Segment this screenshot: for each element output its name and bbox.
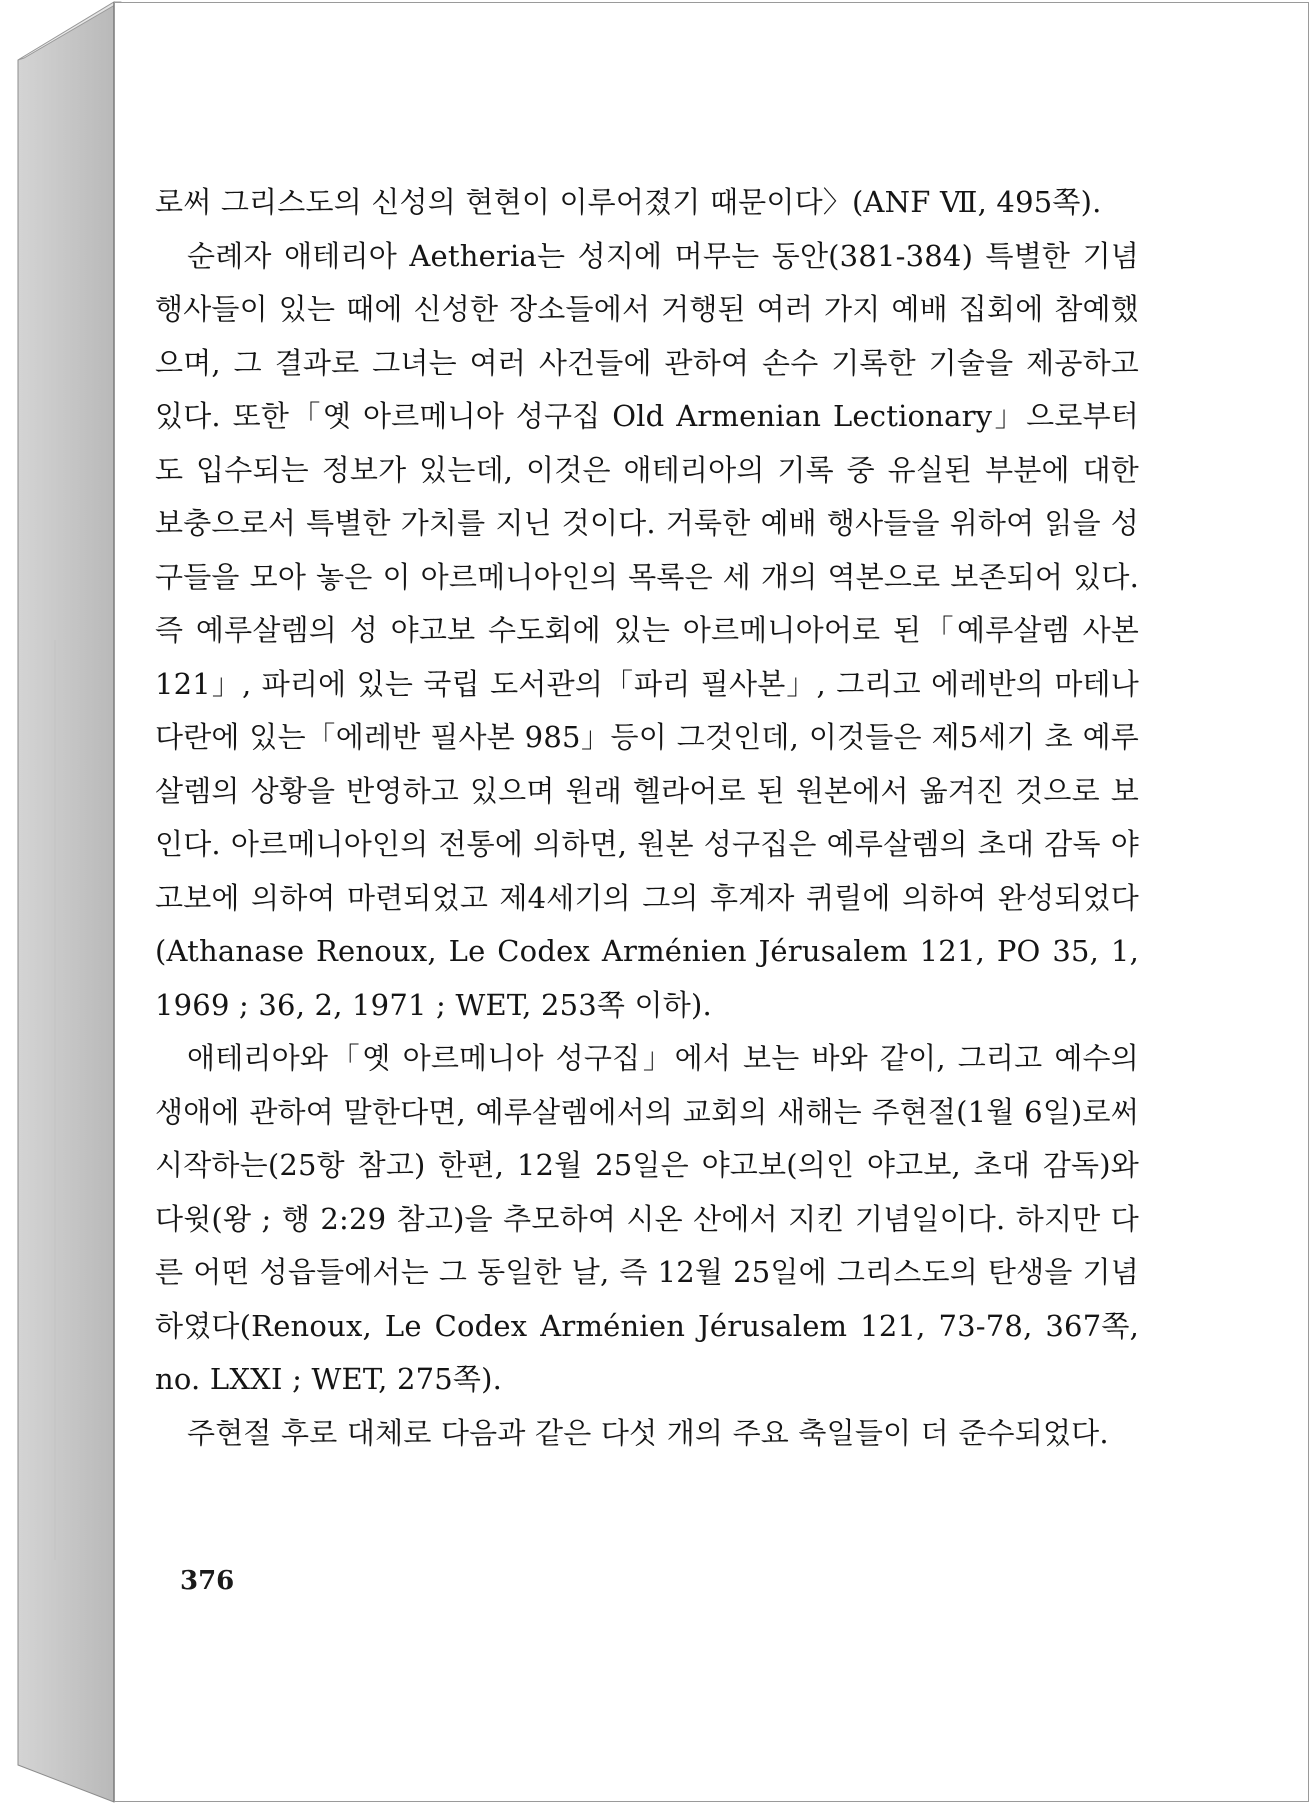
page-number: 376: [180, 1566, 235, 1596]
paragraph-2: 애테리아와「옛 아르메니아 성구집」에서 보는 바와 같이, 그리고 예수의 생애에 관하여 말한다면, 예루살렘에서의 교회의 새해는 주현절(1월 6일)로써 시작하는(25항 참고) 한편, 12월 25일은 야고보(의인 야고보, 초대 감독)와 다윗(왕 ; 행 2:29 참고)을 추모하여 시온 산에서 지킨 기념일이다. 하지만 다른 어떤 성읍들에서는 그 동일한 날, 즉 12월 25일에 그리스도의 탄생을 기념하였다(Renoux, Le Codex Arménien Jérusalem 121, 73-78, 367쪽, no. LXXI ; WET, 275쪽).: [155, 1041, 1139, 1396]
spine-face: [18, 2, 114, 1802]
paragraph-0: 로써 그리스도의 신성의 현현이 이루어졌기 때문이다〉(ANF Ⅶ, 495쪽).: [155, 185, 1102, 219]
paragraph-1: 순례자 애테리아 Aetheria는 성지에 머무는 동안(381-384) 특별한 기념 행사들이 있는 때에 신성한 장소들에서 거행된 여러 가지 예배 집회에 참예했으며, 그 결과로 그녀는 여러 사건들에 관하여 손수 기록한 기술을 제공하고 있다. 또한「옛 아르메니아 성구집 Old Armenian Lectionary」으로부터도 입수되는 정보가 있는데, 이것은 애테리아의 기록 중 유실된 부분에 대한 보충으로서 특별한 가치를 지닌 것이다. 거룩한 예배 행사들을 위하여 읽을 성구들을 모아 놓은 이 아르메니아인의 목록은 세 개의 역본으로 보존되어 있다. 즉 예루살렘의 성 야고보 수도회에 있는 아르메니아어로 된「예루살렘 사본 121」, 파리에 있는 국립 도서관의「파리 필사본」, 그리고 에레반의 마테나다란에 있는「에레반 필사본 985」등이 그것인데, 이것들은 제5세기 초 예루살렘의 상황을 반영하고 있으며 원래 헬라어로 된 원본에서 옮겨진 것으로 보인다. 아르메니아인의 전통에 의하면, 원본 성구집은 예루살렘의 초대 감독 야고보에 의하여 마련되었고 제4세기의 그의 후계자 퀴릴에 의하여 완성되었다 (Athanase Renoux, Le Codex Arménien Jérusalem 121, PO 35, 1, 1969 ; 36, 2, 1971 ; WET, 253쪽 이하).: [155, 238, 1139, 1022]
page-body: [155, 176, 1139, 1460]
paragraph-3: 주현절 후로 대체로 다음과 같은 다섯 개의 주요 축일들이 더 준수되었다.: [187, 1415, 1109, 1450]
